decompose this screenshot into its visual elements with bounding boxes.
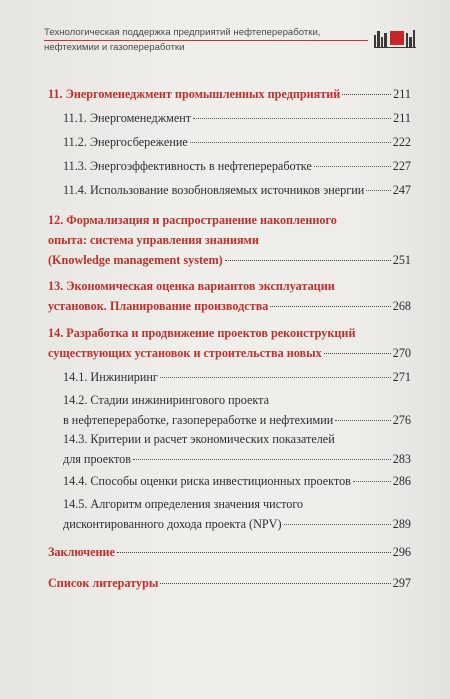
toc-title: 11.4. Использование возобновляемых источников энергии bbox=[63, 183, 365, 197]
toc-title: Список литературы bbox=[48, 576, 159, 590]
toc-page: 270 bbox=[392, 346, 411, 360]
toc-entry-bibliography[interactable] bbox=[48, 573, 411, 593]
toc-entry-11-3[interactable] bbox=[63, 156, 411, 176]
toc-page: 286 bbox=[392, 474, 411, 488]
toc-title-line-2: для проектов bbox=[63, 452, 131, 466]
toc-entry-11-2[interactable] bbox=[63, 132, 411, 152]
toc-title: 14.1. Инжиниринг bbox=[63, 370, 158, 384]
toc-page: 297 bbox=[392, 576, 411, 590]
toc-entry-14-1[interactable] bbox=[63, 367, 411, 387]
toc-page: 289 bbox=[392, 517, 411, 531]
toc-entry-conclusion[interactable] bbox=[48, 542, 411, 562]
toc-page: 271 bbox=[392, 370, 411, 384]
toc-title-line-2: установок. Планирование производства bbox=[48, 299, 269, 313]
toc-page: 227 bbox=[392, 159, 411, 173]
toc-entry-14[interactable] bbox=[48, 323, 411, 363]
toc-page: 251 bbox=[392, 253, 411, 267]
toc-title-line-2: опыта: система управления знаниями bbox=[48, 233, 259, 247]
toc-entry-14-2[interactable] bbox=[63, 390, 411, 430]
toc-title-line-1: 14. Разработка и продвижение проектов реконструкций bbox=[48, 326, 356, 340]
toc-page: 268 bbox=[392, 299, 411, 313]
toc-title: 11. Энергоменеджмент промышленных предприятий bbox=[48, 87, 341, 101]
toc-title-line-1: 14.3. Критерии и расчет экономических показателей bbox=[63, 432, 335, 446]
toc-entry-11[interactable] bbox=[48, 84, 411, 104]
toc-title-line-2: в нефтепереработке, газопереработке и нефтехимии bbox=[63, 413, 334, 427]
toc-title-line-3: (Knowledge management system) bbox=[48, 253, 223, 267]
toc-entry-14-5[interactable] bbox=[63, 494, 411, 534]
toc-entry-14-4[interactable] bbox=[63, 471, 411, 491]
toc-title-line-2: существующих установок и строительства новых bbox=[48, 346, 322, 360]
toc-entry-11-4[interactable] bbox=[63, 180, 411, 200]
toc-title-line-1: 14.5. Алгоритм определения значения чистого bbox=[63, 497, 304, 511]
toc-title: 11.1. Энергоменеджмент bbox=[63, 111, 192, 125]
toc-page: 211 bbox=[393, 111, 411, 125]
toc-page: 296 bbox=[392, 545, 411, 559]
toc-page: 276 bbox=[392, 413, 411, 427]
header-line-1: Технологическая поддержка предприятий нефтепереработки, bbox=[44, 27, 321, 38]
toc-page: 222 bbox=[392, 135, 411, 149]
toc-title: 14.4. Способы оценки риска инвестиционных проектов bbox=[63, 474, 351, 488]
toc-title: 11.3. Энергоэффективность в нефтепереработке bbox=[63, 159, 312, 173]
header-line-2: нефтехимии и газопереработки bbox=[44, 42, 185, 53]
toc-entry-11-1[interactable] bbox=[63, 108, 411, 128]
toc-page: 283 bbox=[392, 452, 411, 466]
toc-title-line-1: 14.2. Стадии инжинирингового проекта bbox=[63, 393, 270, 407]
toc-page: 211 bbox=[393, 87, 411, 101]
toc-title: Заключение bbox=[48, 545, 115, 559]
toc-entry-14-3[interactable] bbox=[63, 429, 411, 469]
toc-title: 11.2. Энергосбережение bbox=[63, 135, 188, 149]
toc-title-line-1: 13. Экономическая оценка вариантов эксплуатации bbox=[48, 279, 335, 293]
toc-title-line-2: дисконтированного дохода проекта (NPV) bbox=[63, 517, 282, 531]
toc-entry-12[interactable] bbox=[48, 210, 411, 270]
toc-page: 247 bbox=[392, 183, 411, 197]
toc-title-line-1: 12. Формализация и распространение накопленного bbox=[48, 213, 337, 227]
toc-entry-13[interactable] bbox=[48, 276, 411, 316]
